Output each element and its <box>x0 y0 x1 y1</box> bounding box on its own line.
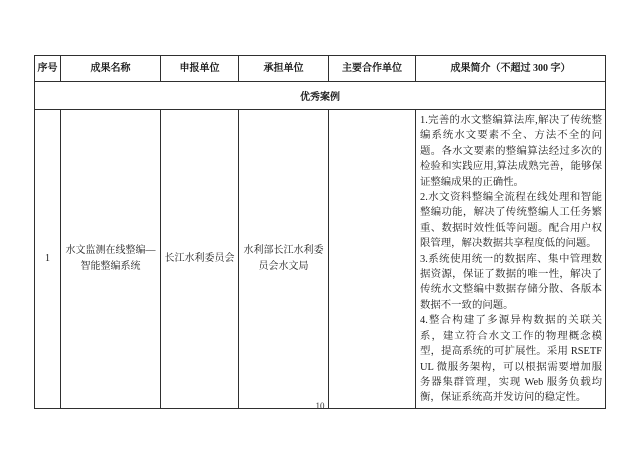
header-index: 序号 <box>35 56 61 82</box>
cell-summary <box>416 110 606 409</box>
summary-paragraph-3: 3.系统使用统一的数据库、集中管理数据资源，保证了数据的唯一性，解决了传统水文整编中数据存储分散、各版本数据不一致的问题。 <box>420 253 602 311</box>
table-row <box>35 110 606 409</box>
header-undertaking-unit: 承担单位 <box>239 56 329 82</box>
header-cooperation-unit: 主要合作单位 <box>329 56 416 82</box>
header-summary: 成果简介（不超过 300 字） <box>416 56 606 82</box>
cell-declaring-unit: 长江水利委员会 <box>161 110 239 409</box>
section-row <box>35 82 606 110</box>
section-row-label: 优秀案例 <box>35 82 606 110</box>
results-table <box>34 55 606 409</box>
cell-undertaking-unit: 水利部长江水利委员会水文局 <box>239 110 329 409</box>
summary-paragraph-1: 1.完善的水文整编算法库,解决了传统整编系统水文要素不全、方法不全的问题。各水文要素的整编算法经过多次的检验和实践应用,算法成熟完善，能够保证整编成果的正确性。 <box>420 115 602 188</box>
cell-achievement-name: 水文监测在线整编—智能整编系统 <box>61 110 161 409</box>
cell-index: 1 <box>35 110 61 409</box>
table-header-row <box>35 56 606 82</box>
summary-paragraph-2: 2.水文资料整编全流程在线处理和智能整编功能，解决了传统整编人工任务繁重、数据时效性低等问题。配合用户权限管理，解决数据共享程度低的问题。 <box>420 192 602 250</box>
header-declaring-unit: 申报单位 <box>161 56 239 82</box>
page-number: 10 <box>315 401 325 411</box>
header-achievement-name: 成果名称 <box>61 56 161 82</box>
cell-cooperation-unit <box>329 110 416 409</box>
summary-paragraph-4: 4.整合构建了多源异构数据的关联关系，建立符合水文工作的物理概念模型，提高系统的可扩展性。采用 RSETFUL 微服务架构，可以根据需要增加服务器集群管理，实现 Web 服务负载均衡，保证系统高并发访问的稳定性。 <box>420 315 602 404</box>
